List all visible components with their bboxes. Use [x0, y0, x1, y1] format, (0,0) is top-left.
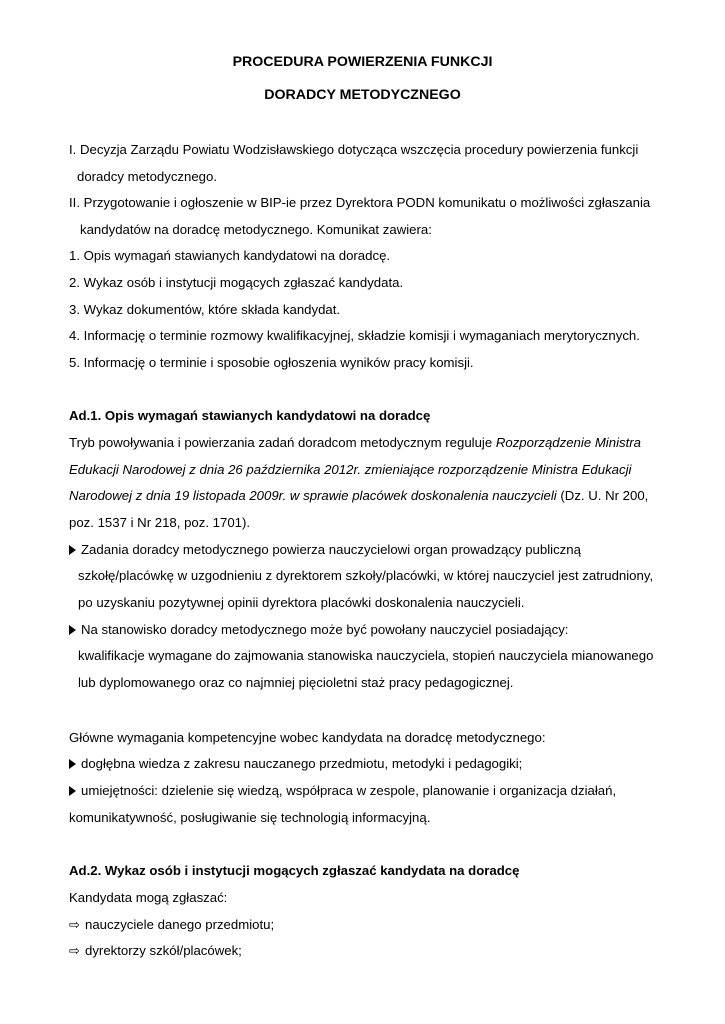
section-heading-ad2: Ad.2. Wykaz osób i instytucji mogących zgłaszać kandydata na doradcę	[69, 863, 520, 878]
bullet-continuation: komunikatywność, posługiwanie się technologią informacyjną.	[69, 810, 431, 825]
bullet-continuation: po uzyskaniu pozytywnej opinii dyrektora placówki doskonalenia nauczycieli.	[78, 595, 525, 610]
paragraph-line	[69, 487, 648, 505]
list-item-text: nauczyciele danego przedmiotu;	[85, 917, 275, 932]
paragraph-text: (Dz. U. Nr 200,	[556, 488, 649, 503]
intro-list-item: 1. Opis wymagań stawianych kandydatowi na doradcę.	[69, 248, 391, 263]
intro-list-item: 3. Wykaz dokumentów, które składa kandydat.	[69, 302, 341, 317]
intro-list-item: 2. Wykaz osób i instytucji mogących zgłaszać kandydata.	[69, 275, 404, 290]
competence-intro: Główne wymagania kompetencyjne wobec kandydata na doradcę metodycznego:	[69, 730, 546, 745]
bullet-continuation: kwalifikacje wymagane do zajmowania stanowiska nauczyciela, stopień nauczyciela mianowanego	[78, 648, 654, 663]
triangle-bullet-icon	[69, 545, 76, 555]
bullet-text: Zadania doradcy metodycznego powierza nauczycielowi organ prowadzący publiczną	[81, 542, 581, 557]
bullet-text: Na stanowisko doradcy metodycznego może być powołany nauczyciel posiadający:	[81, 622, 569, 637]
list-item-text: dyrektorzy szkół/placówek;	[85, 943, 242, 958]
arrow-right-icon: ⇨	[69, 943, 80, 958]
paragraph-line: poz. 1537 i Nr 218, poz. 1701).	[69, 515, 251, 530]
intro-line: II. Przygotowanie i ogłoszenie w BIP-ie przez Dyrektora PODN komunikatu o możliwości zgłaszania	[69, 195, 651, 210]
intro-line: I. Decyzja Zarządu Powiatu Wodzisławskiego dotycząca wszczęcia procedury powierzenia funkcji	[69, 142, 639, 157]
triangle-bullet-icon	[69, 759, 76, 769]
intro-line: doradcy metodycznego.	[77, 169, 218, 184]
bullet-continuation: lub dyplomowanego oraz co najmniej pięcioletni staż pracy pedagogicznej.	[78, 675, 514, 690]
arrow-list-item	[69, 916, 274, 934]
document-title-line1: PROCEDURA POWIERZENIA FUNKCJI	[232, 54, 493, 70]
bullet-item	[69, 782, 616, 800]
bullet-item	[69, 755, 522, 773]
intro-list-item: 4. Informację o terminie rozmowy kwalifikacyjnej, składzie komisji i wymaganiach merytorycznych.	[69, 328, 640, 343]
intro-line: kandydatów na doradcę metodycznego. Komunikat zawiera:	[80, 222, 432, 237]
bullet-item	[69, 541, 581, 559]
bullet-item	[69, 621, 568, 639]
regulation-title: Rozporządzenie Ministra	[495, 435, 641, 450]
bullet-continuation: szkołę/placówkę w uzgodnieniu z dyrektorem szkoły/placówki, w której nauczyciel jest zatrudniony,	[78, 568, 654, 583]
paragraph-line	[69, 434, 641, 452]
document-title-line2: DORADCY METODYCZNEGO	[264, 87, 461, 103]
regulation-title: Narodowej z dnia 19 listopada 2009r. w sprawie placówek doskonalenia nauczycieli	[69, 488, 557, 503]
section-heading-ad1: Ad.1. Opis wymagań stawianych kandydatowi na doradcę	[69, 408, 431, 423]
regulation-title: Edukacji Narodowej z dnia 26 października 2012r. zmieniające rozporządzenie Ministra Edukacji	[69, 462, 632, 477]
paragraph-text: Tryb powoływania i powierzania zadań doradcom metodycznym reguluje	[69, 435, 496, 450]
bullet-text: dogłębna wiedza z zakresu nauczanego przedmiotu, metodyki i pedagogiki;	[81, 756, 523, 771]
triangle-bullet-icon	[69, 625, 76, 635]
paragraph-line: Kandydata mogą zgłaszać:	[69, 890, 228, 905]
triangle-bullet-icon	[69, 786, 76, 796]
intro-list-item: 5. Informację o terminie i sposobie ogłoszenia wyników pracy komisji.	[69, 355, 474, 370]
arrow-list-item	[69, 942, 242, 960]
arrow-right-icon: ⇨	[69, 917, 80, 932]
bullet-text: umiejętności: dzielenie się wiedzą, współpraca w zespole, planowanie i organizacja działań,	[81, 783, 617, 798]
